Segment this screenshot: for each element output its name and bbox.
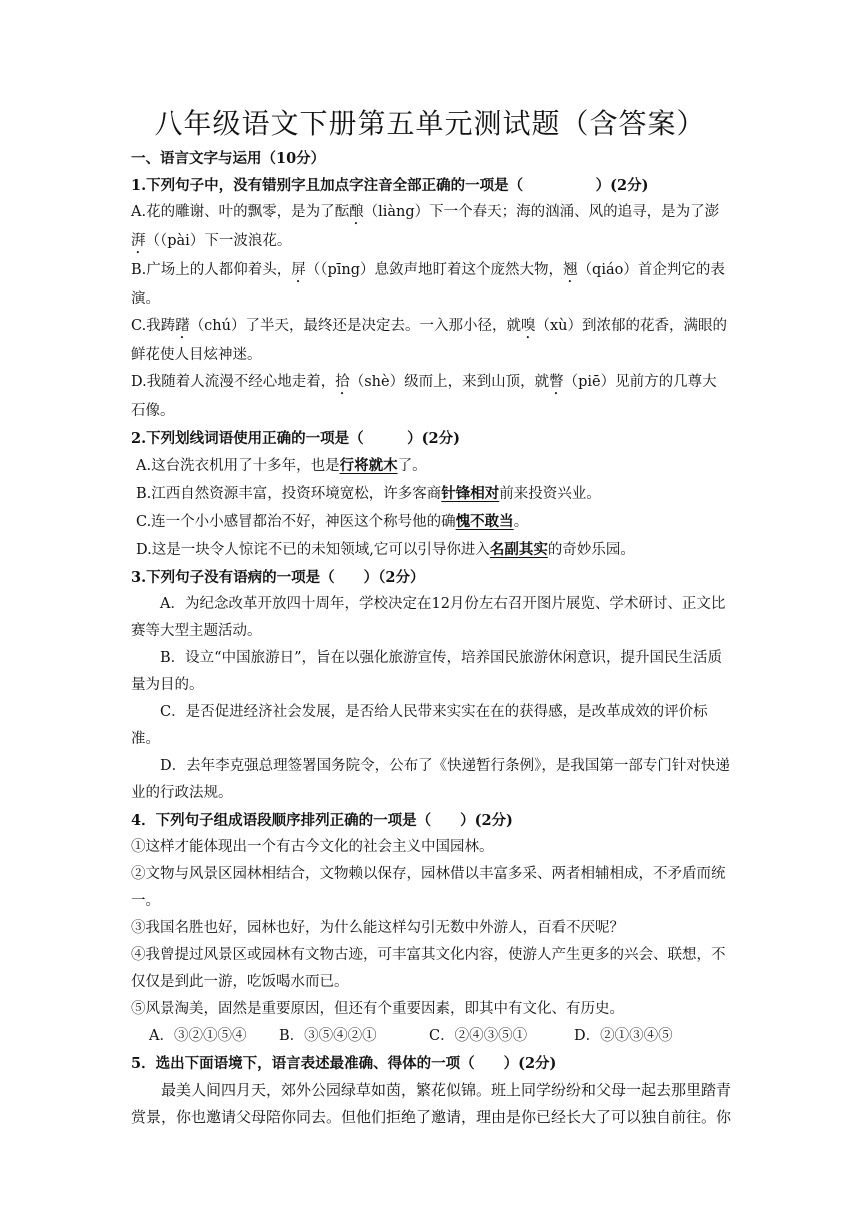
- option-c: C．②④③⑤①: [429, 1028, 528, 1044]
- question-1-option-c: C.我踌躇（chú）了半天，最终还是决定去。一入那小径，就嗅（xù）到浓郁的花香，满眼的鲜花使人目炫神迷。: [131, 318, 727, 363]
- question-3-option-a: A．为纪念改革开放四十周年，学校决定在12月份左右召开图片展览、学术研讨、正文比赛等大型主题活动。: [131, 596, 726, 639]
- question-2-option-d: D.这是一块令人惊诧不已的未知领域,它可以引导你进入名副其实的奇妙乐园。: [136, 541, 635, 558]
- question-5-passage: 最美人间四月天，郊外公园绿草如茵，繁花似锦。班上同学纷纷和父母一起去那里踏青赏景，你也邀请父母陪你同去。但他们拒绝了邀请，理由是你已经长大了可以独自前往。你: [131, 1081, 732, 1126]
- question-3-stem: 3.下列句子没有语病的一项是（ ）（2分）: [131, 569, 425, 586]
- question-2-option-b: B.江西自然资源丰富，投资环境宽松，许多客商针锋相对前来投资兴业。: [136, 485, 601, 502]
- underlined-phrase: 行将就木: [339, 457, 398, 474]
- dotted-char: 瞥: [549, 374, 564, 390]
- dotted-char: 嗅: [520, 318, 536, 334]
- question-5-stem: 5．选出下面语境下，语言表述最准确、得体的一项（ ）(2分): [131, 1055, 557, 1072]
- question-4-sentence-5: ⑤风景淘美，固然是重要原因，但还有个重要因素，即其中有文化、有历史。: [131, 1001, 624, 1017]
- question-1-stem: 1.下列句子中，没有错别字且加点字注音全部正确的一项是（ ）(2分): [131, 177, 649, 194]
- question-4-sentence-1: ①这样才能体现出一个有古今文化的社会主义中国园林。: [131, 839, 494, 855]
- dotted-char: 躇: [175, 318, 190, 334]
- question-4-options: [131, 1023, 731, 1050]
- dotted-char: 屏: [291, 262, 306, 278]
- underlined-phrase: 针锋相对: [441, 485, 500, 502]
- question-3-option-d: D．去年李克强总理签署国务院令，公布了《快递暂行条例》，是我国第一部专门针对快递业的行政法规。: [131, 758, 730, 801]
- dotted-char: 湃: [131, 233, 146, 249]
- question-1-option-d: D.我随着人流漫不经心地走着，拾（shè）级而上，来到山顶，就瞥（piē）见前方的几尊大石像。: [131, 374, 717, 419]
- option-a: A．③②①⑤④: [149, 1028, 247, 1044]
- question-3-option-b: B．设立“中国旅游日”，旨在以强化旅游宣传，培养国民旅游休闲意识，提升国民生活质量为目的。: [131, 650, 722, 693]
- dotted-char: 拾: [335, 374, 350, 390]
- dotted-char: 酿: [349, 204, 364, 220]
- option-b: B．③⑤④②①: [279, 1028, 377, 1044]
- question-1-option-b: B.广场上的人都仰着头，屏（（pīng）息敛声地盯着这个庞然大物，翘（qiáo）首企判它的表演。: [131, 262, 725, 307]
- question-2-option-c: C.连一个小小感冒都治不好，神医这个称号他的确愧不敢当。: [136, 513, 529, 530]
- underlined-phrase: 愧不敢当: [455, 513, 514, 530]
- question-2-stem: 2.下列划线词语使用正确的一项是（ ）(2分): [131, 430, 460, 447]
- option-d: D．②①③④⑤: [574, 1028, 673, 1044]
- question-4-sentence-2: ②文物与风景区园林相结合，文物赖以保存，园林借以丰富多采、两者相辅相成，不矛盾而统一。: [131, 866, 726, 909]
- page-title: 八年级语文下册第五单元测试题（含答案）: [154, 107, 706, 140]
- section-heading: 一、语言文字与运用（10分）: [131, 150, 326, 167]
- underlined-phrase: 名副其实: [489, 541, 548, 558]
- question-4-stem: 4．下列句子组成语段顺序排列正确的一项是（ ）(2分): [131, 812, 513, 829]
- question-1-option-a: A.花的雕谢、叶的飘零，是为了酝酿（liàng）下一个春天；海的汹涌、风的追寻，是为了澎湃（（pài）下一波浪花。: [131, 204, 720, 249]
- question-2-option-a: A.这台洗衣机用了十多年，也是行将就木了。: [136, 457, 427, 474]
- question-4-sentence-4: ④我曾提过风景区或园林有文物古迹，可丰富其文化内容，使游人产生更多的兴会、联想，不仅仅是到此一游，吃饭喝水而已。: [131, 947, 726, 990]
- dotted-char: 翘: [563, 262, 578, 278]
- question-4-sentence-3: ③我国名胜也好，园林也好，为什么能这样勾引无数中外游人，百看不厌呢？: [131, 920, 624, 936]
- document-body: [131, 145, 731, 1131]
- question-3-option-c: C．是否促进经济社会发展，是否给人民带来实实在在的获得感，是改革成效的评价标准。: [131, 704, 708, 747]
